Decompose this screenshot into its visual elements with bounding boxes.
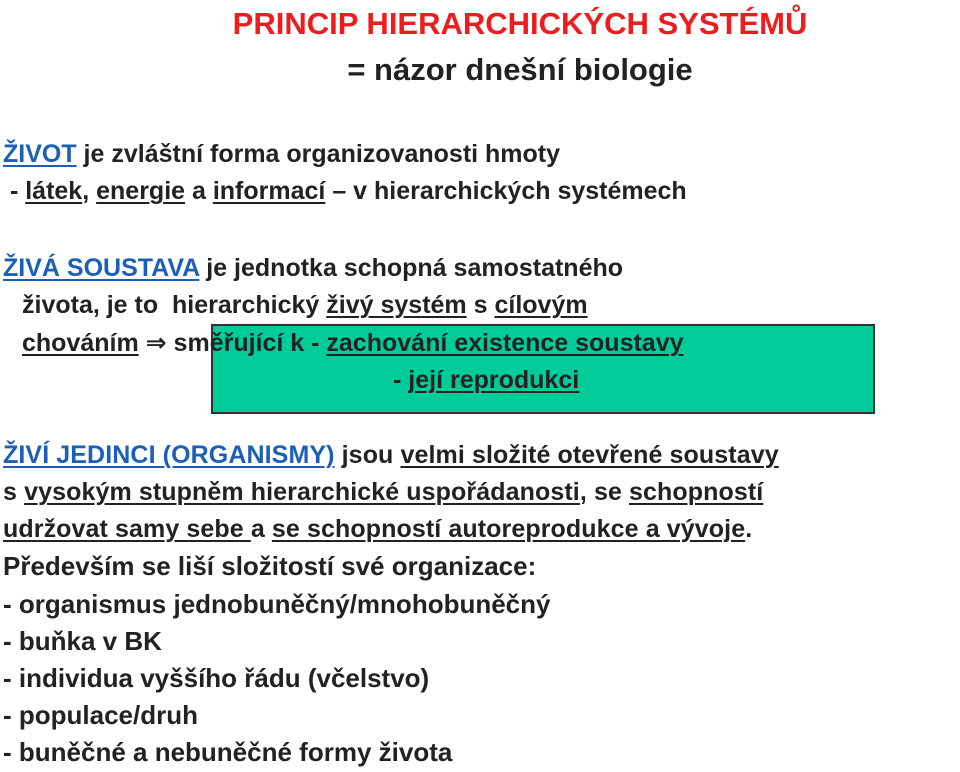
list-item: - buňka v BK [3, 626, 162, 656]
zivot-line-2: - látek, energie a informací – v hierarchických systémech [3, 177, 687, 205]
phrase-hierarchicke-usporadanosti: vysokým stupněm hierarchické uspořádanosti [24, 478, 580, 506]
phrase-zivy-system: živý systém [326, 291, 467, 319]
page-subtitle: = názor dnešní biologie [347, 52, 693, 87]
zivot-definition: je zvláštní forma organizovanosti hmoty [76, 140, 561, 168]
term-ziva-soustava: ŽIVÁ SOUSTAVA [3, 254, 200, 282]
list-item: - individua vyššího řádu (včelstvo) [3, 663, 430, 693]
phrase-zachovani-existence: zachování existence soustavy [326, 329, 684, 357]
list-item: - organismus jednobuněčný/mnohobuněčný [3, 589, 551, 619]
phrase-autoreprodukce: se schopností autoreprodukce a vývoje [271, 515, 746, 543]
word-chovanim: chováním [22, 329, 139, 357]
list-item: - populace/druh [3, 700, 198, 730]
jedinci-line-2: s vysokým stupněm hierarchické uspořádanosti, se schopností [3, 478, 764, 506]
jedinci-line-1: ŽIVÍ JEDINCI (ORGANISMY) jsou velmi složité otevřené soustavy [3, 441, 779, 469]
term-zivot: ŽIVOT [3, 140, 77, 168]
soustava-line-1: ŽIVÁ SOUSTAVA je jednotka schopná samostatného [3, 254, 624, 282]
word-informaci: informací [212, 177, 326, 205]
word-latek: látek [25, 177, 83, 205]
soustava-line-4: - její reprodukci [393, 366, 580, 394]
term-zivi-jedinci: ŽIVÍ JEDINCI (ORGANISMY) [3, 441, 335, 469]
soustava-line-2: života, je to hierarchický živý systém s cílovým [22, 291, 588, 319]
word-energie: energie [96, 177, 186, 205]
jedinci-line-3: udržovat samy sebe a se schopností autoreprodukce a vývoje. [3, 515, 753, 543]
phrase-udrzovat: udržovat samy sebe [3, 515, 251, 543]
word-schopnosti: schopností [629, 478, 764, 506]
word-cilovym: cílovým [494, 291, 588, 319]
organizace-heading: Především se liší složitostí své organizace: [3, 551, 537, 581]
list-item: - buněčné a nebuněčné formy života [3, 737, 453, 767]
page-title: PRINCIP HIERARCHICKÝCH SYSTÉMŮ [232, 6, 808, 41]
zivot-line-1 [3, 140, 560, 169]
soustava-line-3: chováním ⇒ směřující k - zachování existence soustavy [22, 329, 684, 357]
phrase-jeji-reprodukci: její reprodukci [408, 366, 580, 394]
phrase-slozite-soustavy: velmi složité otevřené soustavy [400, 441, 779, 469]
implies-arrow-icon: ⇒ [145, 329, 167, 357]
